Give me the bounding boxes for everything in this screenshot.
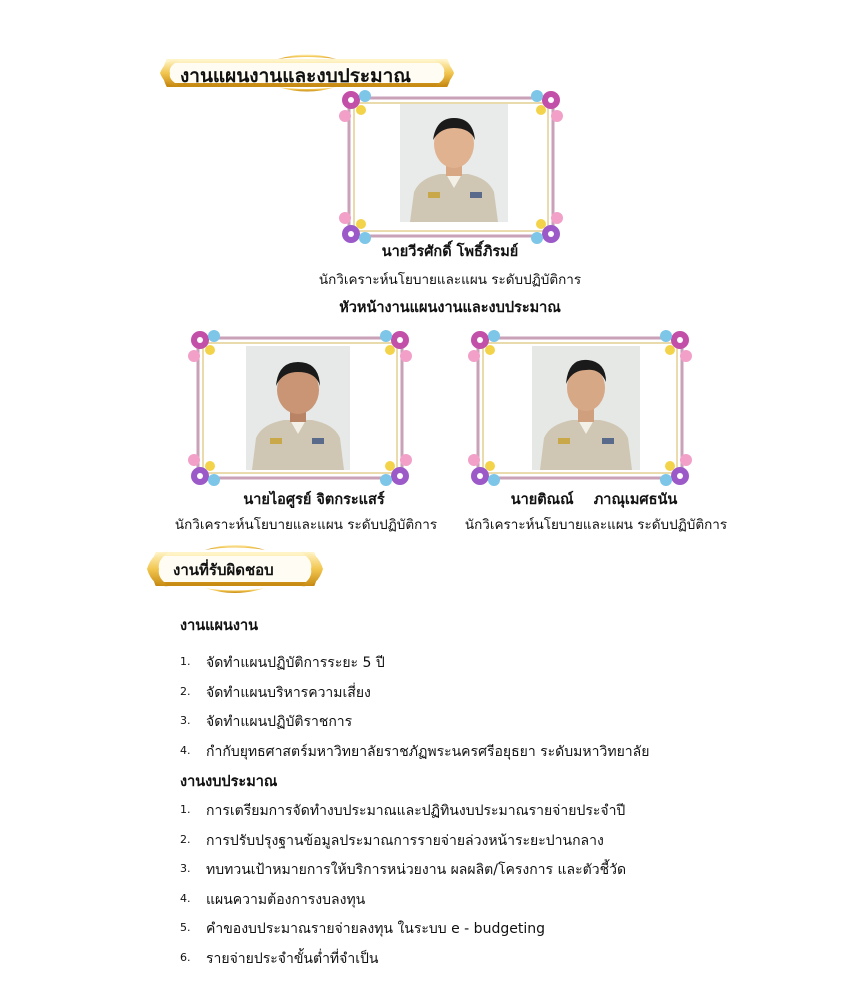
head-portrait-photo (400, 104, 508, 222)
item-text: แผนความต้องการงบลงทุน (206, 891, 366, 908)
item-number: 4. (180, 891, 191, 905)
list-item (180, 711, 649, 741)
group-heading: งานงบประมาณ (180, 774, 278, 790)
item-number: 2. (180, 684, 191, 698)
list-item (180, 682, 649, 712)
list-item (180, 800, 626, 830)
responsibilities-title: งานที่รับผิดชอบ (173, 561, 274, 579)
head-role: หัวหน้างานแผนงานและงบประมาณ (339, 300, 561, 316)
staff-photo-frame (466, 328, 694, 488)
staff-position: นักวิเคราะห์นโยบายและแผน ระดับปฏิบัติการ (464, 517, 728, 533)
item-number: 6. (180, 950, 191, 964)
item-text: การเตรียมการจัดทำงบประมาณและปฏิทินงบประมาณรายจ่ายประจำปี (206, 803, 626, 819)
item-number: 3. (180, 714, 191, 727)
item-number: 5. (180, 921, 191, 934)
item-text: การปรับปรุงฐานข้อมูลประมาณการรายจ่ายล่วงหน้าระยะปานกลาง (206, 832, 604, 849)
list-item (180, 889, 626, 919)
staff-name: นายไอศูรย์ จิตกระแสร์ (243, 492, 385, 508)
item-text: จัดทำแผนปฏิบัติการระยะ 5 ปี (206, 655, 385, 671)
task-list (180, 652, 649, 770)
item-number: 1. (180, 803, 191, 816)
head-name: นายวีรศักดิ์ โพธิ์ภิรมย์ (381, 244, 519, 260)
staff-position: นักวิเคราะห์นโยบายและแผน ระดับปฏิบัติการ (174, 517, 438, 533)
item-number: 4. (180, 743, 191, 757)
item-text: ทบทวนเป้าหมายการให้บริการหน่วยงาน ผลผลิต/โครงการ และตัวชี้วัด (206, 862, 627, 878)
list-item (180, 652, 649, 682)
item-number: 2. (180, 832, 191, 846)
item-number: 3. (180, 862, 191, 875)
head-position: นักวิเคราะห์นโยบายและแผน ระดับปฏิบัติการ (318, 272, 582, 288)
staff-name: นายติณณ์ ภาณุเมศธนัน (510, 492, 678, 508)
task-list (180, 800, 626, 977)
head-photo-frame (337, 88, 565, 246)
list-item (180, 948, 626, 978)
list-item (180, 859, 626, 889)
item-number: 1. (180, 655, 191, 668)
item-text: รายจ่ายประจำขั้นต่ำที่จำเป็น (206, 950, 379, 967)
item-text: จัดทำแผนบริหารความเสี่ยง (206, 684, 371, 701)
staff-portrait-photo (532, 346, 640, 470)
list-item (180, 830, 626, 860)
group-heading: งานแผนงาน (180, 618, 259, 634)
staff-portrait-photo (246, 346, 350, 470)
staff-photo-frame (186, 328, 414, 488)
section-title: งานแผนงานและงบประมาณ (180, 65, 411, 87)
list-item (180, 918, 626, 948)
list-item (180, 741, 649, 771)
item-text: จัดทำแผนปฏิบัติราชการ (206, 714, 353, 730)
item-text: กำกับยุทธศาสตร์มหาวิทยาลัยราชภัฏพระนครศรีอยุธยา ระดับมหาวิทยาลัย (206, 743, 650, 760)
responsibilities-banner (145, 540, 325, 598)
item-text: คำของบประมาณรายจ่ายลงทุน ในระบบ e - budgeting (206, 921, 545, 937)
